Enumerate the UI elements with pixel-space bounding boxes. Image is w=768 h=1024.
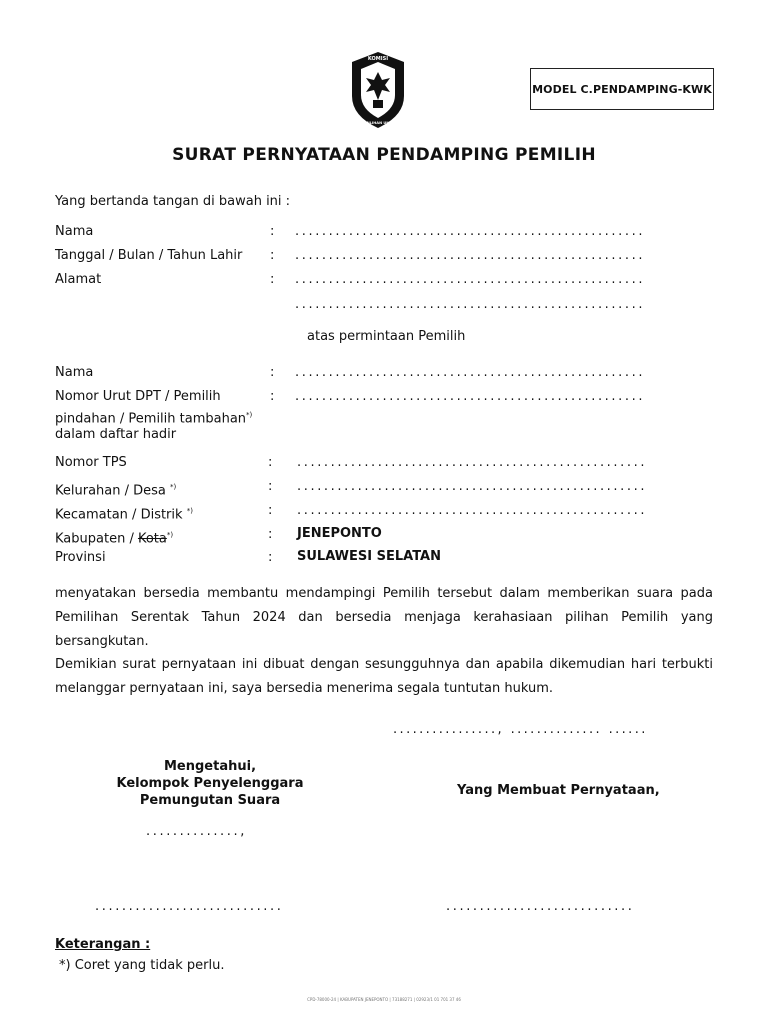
colon: : — [268, 455, 273, 470]
model-label-box: MODEL C.PENDAMPING-KWK — [530, 68, 714, 110]
sign-right-title: Yang Membuat Pernyataan, — [457, 783, 660, 798]
place-date-field[interactable]: ................, .............. ...... — [393, 722, 648, 737]
voter-kabupaten-label: Kabupaten / Kota*) — [55, 531, 174, 547]
companion-address-label: Alamat — [55, 272, 102, 287]
logo-top-text: KOMISI — [367, 56, 389, 62]
voter-kecamatan-field[interactable]: .................................................... — [297, 503, 648, 518]
voter-name-label: Nama — [55, 365, 94, 380]
logo-bottom-text: PEMILIHAN UMUM — [359, 121, 397, 125]
voter-provinsi-value: SULAWESI SELATAN — [297, 549, 442, 564]
voter-provinsi-label: Provinsi — [55, 550, 106, 565]
sign-left-line2: Kelompok Penyelenggara — [116, 776, 304, 791]
colon: : — [270, 224, 275, 239]
colon: : — [270, 365, 275, 380]
colon: : — [270, 248, 275, 263]
voter-tps-label: Nomor TPS — [55, 455, 127, 470]
statement-paragraph: menyatakan bersedia membantu mendampingi Pemilih tersebut dalam memberikan suara pada Pemilihan Serentak Tahun 2024 dan bersedia menjaga kerahasiaan pilihan Pemilih yang bersangkutan. — [55, 586, 713, 649]
voter-dpt-field[interactable]: .................................................... — [295, 389, 646, 404]
kpu-logo — [348, 50, 408, 130]
companion-name-field[interactable]: .................................................... — [295, 224, 646, 239]
intro-text: Yang bertanda tangan di bawah ini : — [55, 194, 291, 209]
colon: : — [270, 272, 275, 287]
note-title: Keterangan : — [55, 937, 151, 952]
sign-right-signature-line[interactable]: ............................ — [446, 899, 635, 914]
sign-left-line3: Pemungutan Suara — [139, 793, 281, 808]
companion-name-label: Nama — [55, 224, 94, 239]
voter-tps-field[interactable]: .................................................... — [297, 455, 648, 470]
note-item: *) Coret yang tidak perlu. — [59, 958, 225, 973]
voter-dpt-label-line3: dalam daftar hadir — [55, 427, 177, 442]
companion-address-field-1[interactable]: .................................................... — [295, 272, 646, 287]
sign-left-line1: Mengetahui, — [163, 759, 257, 774]
request-text: atas permintaan Pemilih — [307, 329, 466, 344]
footer-code: CPD-78000-24 | KABUPATEN JENEPONTO | 73188271 | 02923/1 01 701 37 46 — [307, 997, 461, 1002]
voter-name-field[interactable]: .................................................... — [295, 365, 646, 380]
sign-left-place-field[interactable]: .............., — [146, 824, 247, 839]
sign-left-signature-line[interactable]: ............................ — [95, 899, 284, 914]
colon: : — [268, 479, 273, 494]
voter-kabupaten-value: JENEPONTO — [297, 526, 382, 541]
colon: : — [268, 527, 273, 542]
colon: : — [268, 550, 273, 565]
companion-dob-field[interactable]: .................................................... — [295, 248, 646, 263]
voter-kecamatan-label: Kecamatan / Distrik *) — [55, 507, 193, 523]
colon: : — [268, 503, 273, 518]
document-title: SURAT PERNYATAAN PENDAMPING PEMILIH — [172, 145, 596, 165]
voter-kelurahan-field[interactable]: .................................................... — [297, 479, 648, 494]
companion-dob-label: Tanggal / Bulan / Tahun Lahir — [55, 248, 243, 263]
colon: : — [270, 389, 275, 404]
voter-dpt-label-line1: Nomor Urut DPT / Pemilih — [55, 389, 221, 404]
closing-paragraph: Demikian surat pernyataan ini dibuat dengan sesungguhnya dan apabila dikemudian hari terbukti melanggar pernyataan ini, saya bersedia menerima segala tuntutan hukum. — [55, 657, 713, 696]
voter-kelurahan-label: Kelurahan / Desa *) — [55, 483, 177, 499]
voter-dpt-label-line2: pindahan / Pemilih tambahan*) — [55, 411, 253, 427]
companion-address-field-2[interactable]: .................................................... — [295, 297, 646, 312]
